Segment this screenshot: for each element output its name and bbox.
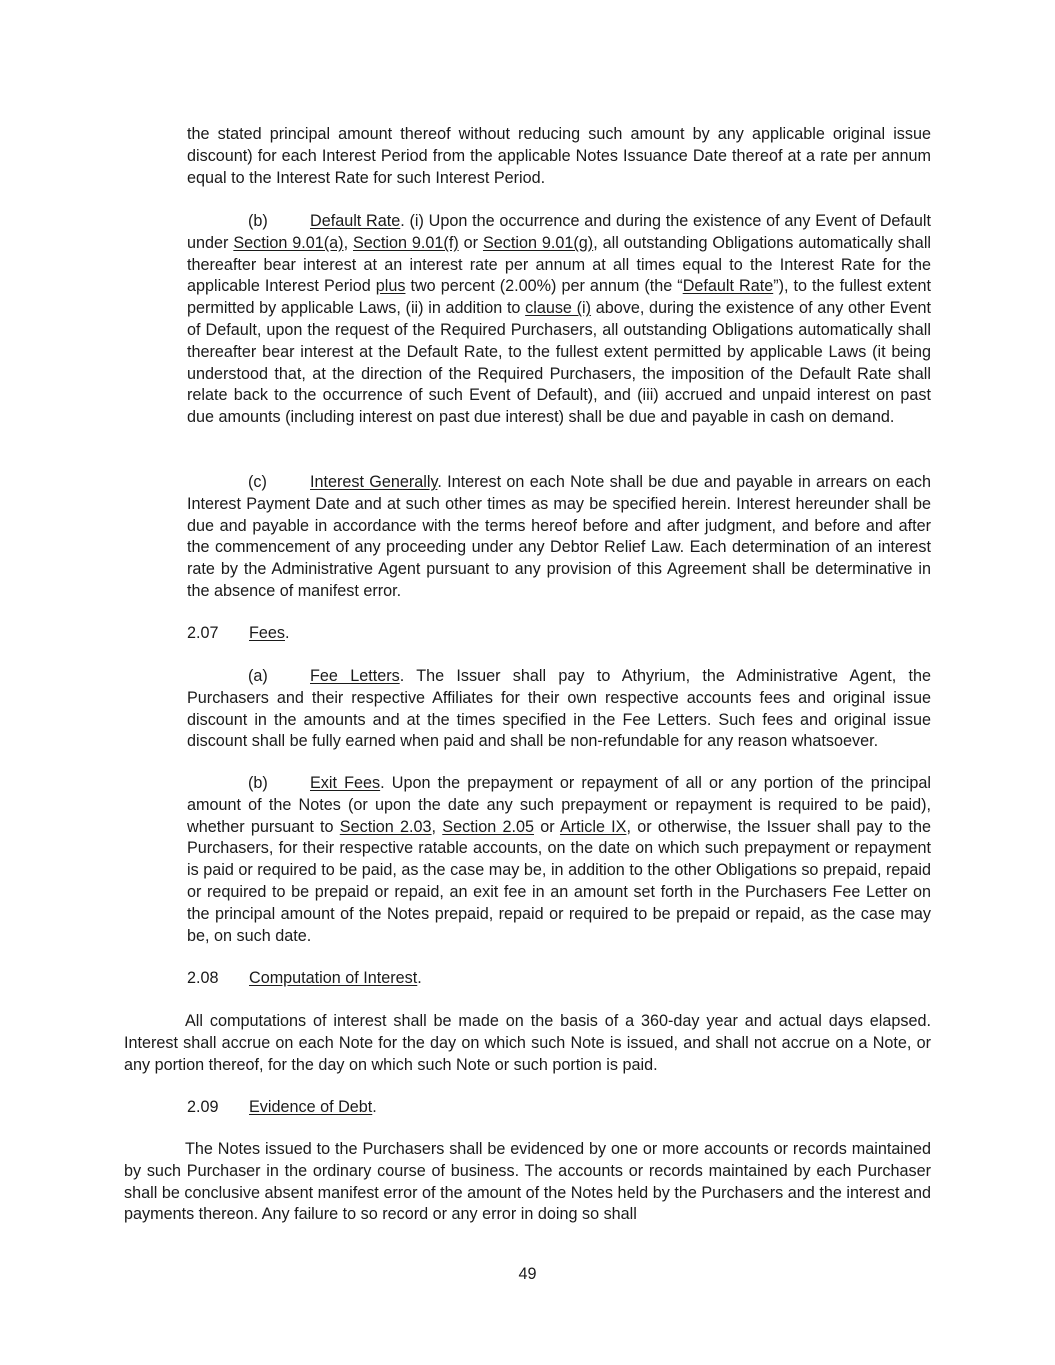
section-title: Computation of Interest <box>249 969 418 987</box>
clause-title: Fee Letters <box>310 667 400 685</box>
clause-title: Default Rate <box>310 212 401 230</box>
clause-reference: clause (i) <box>525 299 592 318</box>
paragraph-fee-letters: (a) Fee Letters. The Issuer shall pay to Athyrium, the Administrative Agent, the Purchasers and their respective Affiliates for their own respective accounts fees and original issue discount in the amounts and at the times specified in the Fee Letters. Such fees and original issue discount shall be fully earned when paid and shall be non-refundable for any reason whatsoever. <box>187 667 931 751</box>
section-number: 2.08 <box>187 969 219 987</box>
clause-title: Exit Fees <box>310 774 381 792</box>
paragraph-interest-generally: (c) Interest Generally. Interest on each Note shall be due and payable in arrears on each Interest Payment Date and at such other times as may be specified herein. Interest hereunder shall be due and payable in accordance with the terms hereof before and after judgment, and before and after the commencement of any proceeding under any Debtor Relief Law. Each determination of an interest rate by the Administrative Agent pursuant to any provision of this Agreement shall be determinative in the absence of manifest error. <box>187 473 931 600</box>
paragraph-computation-of-interest: All computations of interest shall be made on the basis of a 360-day year and actual days elapsed. Interest shall accrue on each Note for the day on which such Note is issued, and shall not accrue on a Note, or any portion thereof, for the day on which such Note or such portion is paid. <box>124 1012 931 1074</box>
paragraph-exit-fees: (b) Exit Fees. Upon the prepayment or repayment of all or any portion of the principal amount of the Notes (or upon the date any such prepayment or repayment is required to be paid), whether pursuant to Section 2.03, Section 2.05 or Article IX, or otherwise, the Issuer shall pay to the Purchasers, for their respective ratable accounts, on the date on which such prepayment or repayment is paid or required to be paid, as the case may be, in addition to the other Obligations so prepaid, repaid or required to be prepaid or repaid, an exit fee in an amount set forth in the Purchasers Fee Letter on the principal amount of the Notes prepaid, repaid or required to be prepaid or repaid, as the case may be, on such date. <box>187 774 931 945</box>
clause-label: (b) <box>248 212 268 230</box>
section-heading-2-09: 2.09 Evidence of Debt. <box>187 1097 377 1119</box>
paragraph-default-rate: (b) Default Rate. (i) Upon the occurrence and during the existence of any Event of Default under Section 9.01(a), Section 9.01(f) or Section 9.01(g), all outstanding Obligations automatically shall thereafter bear interest at an interest rate per annum at all times equal to the Interest Rate for the applicable Interest Period plus two percent (2.00%) per annum (the “Default Rate”), to the fullest extent permitted by applicable Laws, (ii) in addition to clause (i) above, during the existence of any other Event of Default, upon the request of the Required Purchasers, all outstanding Obligations automatically shall thereafter bear interest at the Default Rate, to the fullest extent permitted by applicable Laws (it being understood that, at the direction of the Required Purchasers, the imposition of the Default Rate shall relate back to the occurrence of such Event of Default), and (iii) accrued and unpaid interest on past due amounts (including interest on past due interest) shall be due and payable in cash on demand. <box>187 212 932 427</box>
page-number: 49 <box>518 1265 537 1283</box>
section-number: 2.07 <box>187 624 219 642</box>
section-reference: Section 9.01(g) <box>482 233 594 252</box>
clause-title: Interest Generally <box>310 473 438 491</box>
section-number: 2.09 <box>187 1098 219 1116</box>
section-title: Fees <box>249 624 285 642</box>
continuation-paragraph: the stated principal amount thereof without reducing such amount by any applicable original issue discount) for each Interest Period from the applicable Notes Issuance Date thereof at a rate per annum equal to the Interest Rate for such Interest Period. <box>187 125 931 187</box>
section-heading-2-07: 2.07 Fees. <box>187 623 290 645</box>
section-reference: Section 2.05 <box>442 817 534 836</box>
paragraph-evidence-of-debt: The Notes issued to the Purchasers shall be evidenced by one or more accounts or records maintained by such Purchaser in the ordinary course of business. The accounts or records maintained by each Purchaser shall be conclusive absent manifest error of the amount of the Notes held by the Purchasers and the interest and payments thereon. Any failure to so record or any error in doing so shall <box>124 1140 931 1224</box>
section-reference: Section 9.01(f) <box>353 233 459 252</box>
clause-label: (a) <box>248 667 268 685</box>
defined-term: Default Rate <box>682 277 774 296</box>
clause-label: (c) <box>248 473 267 491</box>
clause-label: (b) <box>248 774 268 792</box>
section-reference: Section 2.03 <box>339 817 432 836</box>
article-reference: Article IX <box>559 817 627 836</box>
emphasis-plus: plus <box>375 277 406 296</box>
section-heading-2-08: 2.08 Computation of Interest. <box>187 968 422 990</box>
section-reference: Section 9.01(a) <box>233 233 344 252</box>
section-title: Evidence of Debt <box>249 1098 373 1116</box>
